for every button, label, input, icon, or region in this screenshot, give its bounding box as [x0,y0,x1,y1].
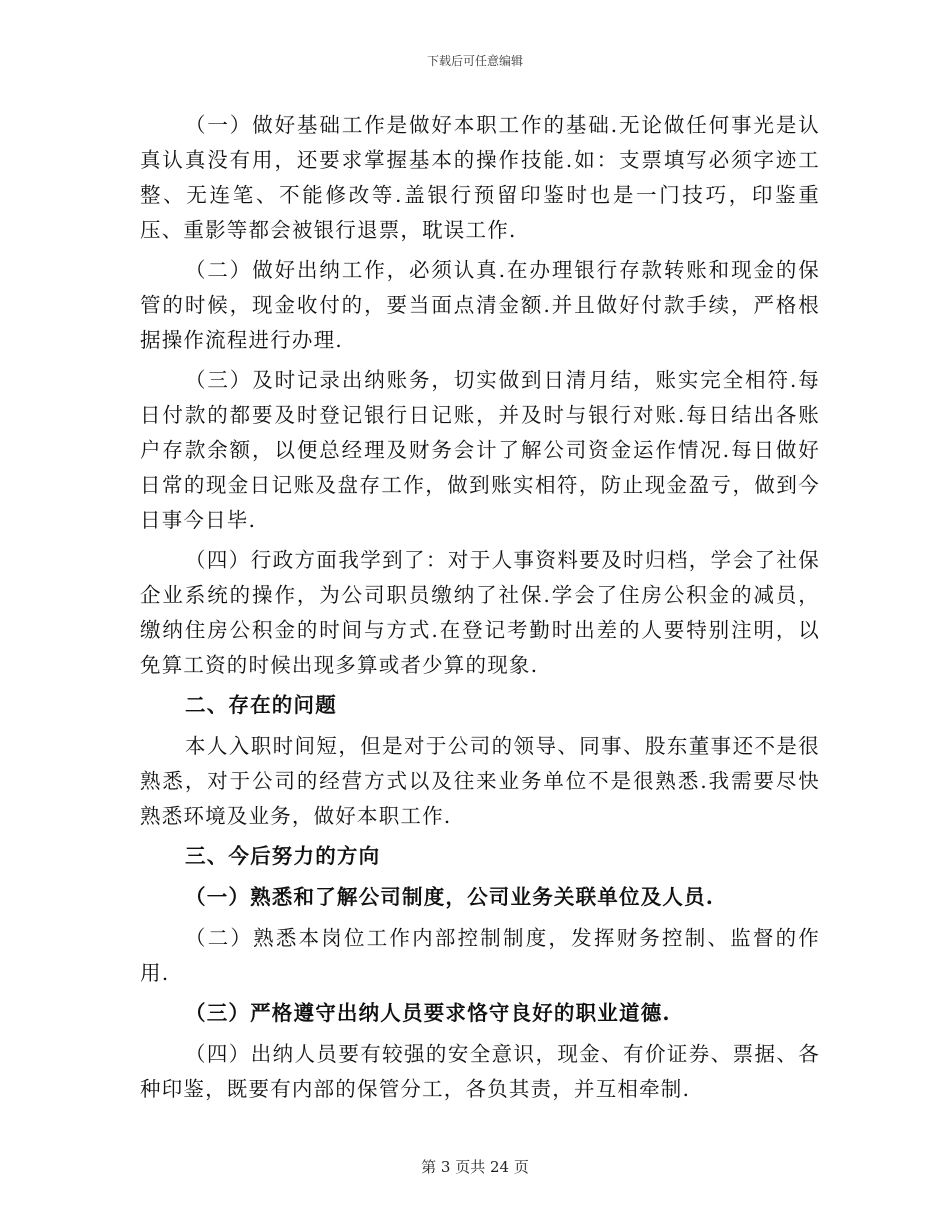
paragraph-basic-work: （一）做好基础工作是做好本职工作的基础.无论做任何事光是认真认真没有用，还要求掌握基本的操作技能.如：支票填写必须字迹工整、无连笔、不能修改等.盖银行预留印鉴时也是一门技巧，印鉴重压、重影等都会被银行退票，耽误工作. [140,113,820,242]
paragraph-problems: 本人入职时间短，但是对于公司的领导、同事、股东董事还不是很熟悉，对于公司的经营方式以及往来业务单位不是很熟悉.我需要尽快熟悉环境及业务，做好本职工作. [140,734,820,828]
paragraph-administration: （四）行政方面我学到了：对于人事资料要及时归档，学会了社保企业系统的操作，为公司职员缴纳了社保.学会了住房公积金的减员，缴纳住房公积金的时间与方式.在登记考勤时出差的人要特别注明，以免算工资的时候出现多算或者少算的现象. [140,548,820,677]
document-body [140,108,820,1107]
paragraph-safety-awareness: （四）出纳人员要有较强的安全意识，现金、有价证券、票据、各种印鉴，既要有内部的保管分工，各负其责，并互相牵制. [140,1042,820,1101]
paragraph-internal-control: （二）熟悉本岗位工作内部控制制度，发挥财务控制、监督的作用. [140,926,820,985]
page-number-footer: 第 3 页共 24 页 [421,1158,529,1176]
page-header-note: 下载后可任意编辑 [426,54,523,68]
bold-item-familiarize-system: （一）熟悉和了解公司制度，公司业务关联单位及人员. [185,885,715,909]
paragraph-record-accounts: （三）及时记录出纳账务，切实做到日清月结，账实完全相符.每日付款的都要及时登记银行日记账，并及时与银行对账.每日结出各账户存款余额，以便总经理及财务会计了解公司资金运作情况.每日做好日常的现金日记账及盘存工作，做到账实相符，防止现金盈亏，做到今日事今日毕. [140,368,820,532]
section-heading-future-direction: 三、今后努力的方向 [185,844,381,868]
section-heading-problems: 二、存在的问题 [185,693,337,717]
bold-item-professional-ethics: （三）严格遵守出纳人员要求恪守良好的职业道德. [185,1001,671,1025]
paragraph-cashier-work: （二）做好出纳工作，必须认真.在办理银行存款转账和现金的保管的时候，现金收付的，要当面点清金额.并且做好付款手续，严格根据操作流程进行办理. [140,258,820,352]
